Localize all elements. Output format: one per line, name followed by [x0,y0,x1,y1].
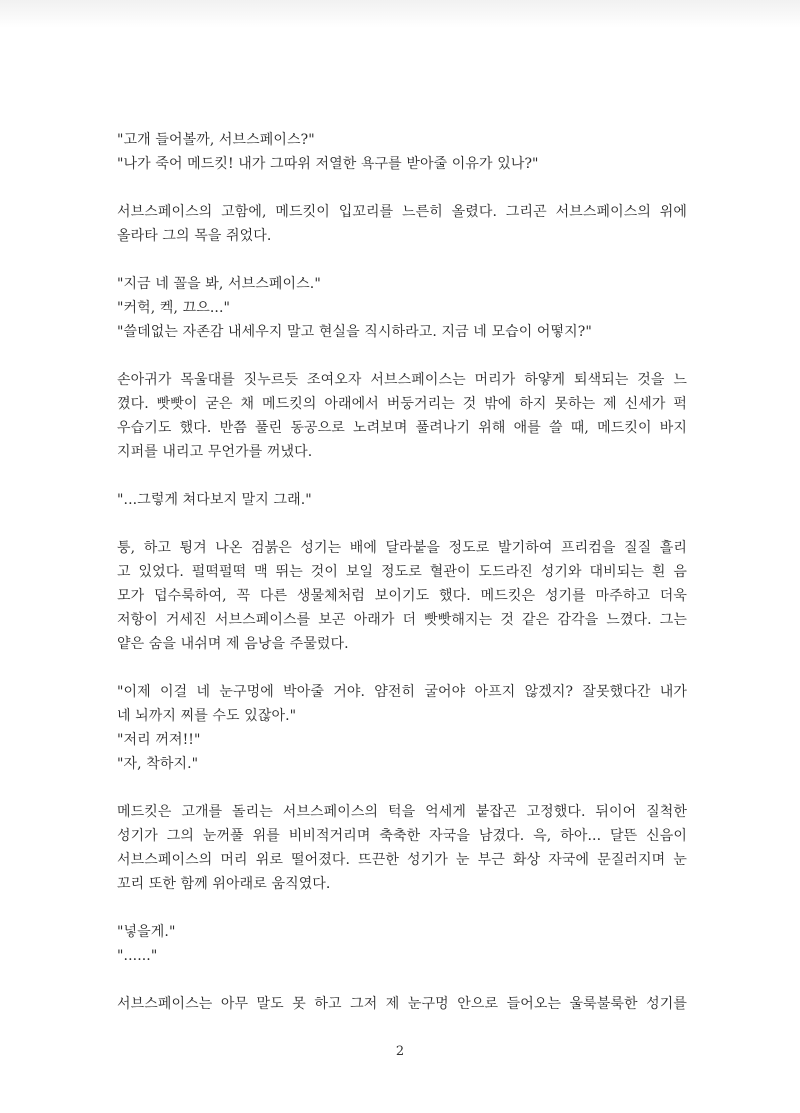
text-line: 메드킷은 고개를 돌리는 서브스페이스의 턱을 억세게 붙잡곤 고정했다. 뒤이어 질척한 [117,804,687,820]
text-line: 손아귀가 목울대를 짓누르듯 조여오자 서브스페이스는 머리가 하얗게 퇴색되는 것을 느 [117,372,687,388]
paragraph-gap [117,176,687,200]
text-line: 꼈다. 빳빳이 굳은 채 메드킷의 아래에서 버둥거리는 것 밖에 하지 못하는 제 신세가 퍽 [117,396,687,412]
text-line: 올라타 그의 목을 쥐었다. [117,228,272,244]
text-line: "쓸데없는 자존감 내세우지 말고 현실을 직시하라고. 지금 네 모습이 어떻지?" [117,324,592,340]
text-line: 네 뇌까지 찌를 수도 있잖아." [117,708,297,724]
text-line: "나가 죽어 메드킷! 내가 그따위 저열한 욕구를 받아줄 이유가 있나?" [117,156,539,172]
text-line: 퉁, 하고 튕겨 나온 검붉은 성기는 배에 달라붙을 정도로 발기하여 프리컴을 질질 흘리 [117,540,687,556]
paragraph-gap [117,512,687,536]
body-text [117,128,687,1016]
page-top-edge [0,0,800,28]
page-number: 2 [395,1044,405,1059]
text-line: 서브스페이스의 고함에, 메드킷이 입꼬리를 느른히 올렸다. 그리곤 서브스페이스의 위에 [117,204,687,220]
paragraph-gap [117,248,687,272]
text-line: 저항이 거세진 서브스페이스를 보곤 아래가 더 빳빳해지는 것 같은 감각을 느꼈다. 그는 [117,612,687,628]
text-line: "...그렇게 쳐다보지 말지 그래." [117,492,312,508]
text-line: 꼬리 또한 함께 위아래로 움직였다. [117,876,331,892]
text-line: 지퍼를 내리고 무언가를 꺼냈다. [117,444,313,460]
text-line: 고 있었다. 펄떡펄떡 맥 뛰는 것이 보일 정도로 혈관이 도드라진 성기와 대비되는 흰 음 [117,564,687,580]
text-line: 성기가 그의 눈꺼풀 위를 비비적거리며 축축한 자국을 남겼다. 윽, 하아... 달뜬 신음이 [117,828,687,844]
text-line: "넣을게." [117,924,176,940]
text-line: 서브스페이스의 머리 위로 떨어졌다. 뜨끈한 성기가 눈 부근 화상 자국에 문질러지며 눈 [117,852,687,868]
text-line: 얕은 숨을 내쉬며 제 음낭을 주물렀다. [117,636,349,652]
text-line: "저리 꺼져!!" [117,732,201,748]
text-line: "지금 네 꼴을 봐, 서브스페이스." [117,276,321,292]
paragraph-gap [117,776,687,800]
text-line: "고개 들어볼까, 서브스페이스?" [117,132,315,148]
paragraph-gap [117,656,687,680]
text-line: 우습기도 했다. 반쯤 풀린 동공으로 노려보며 풀려나기 위해 애를 쓸 때, 메드킷이 바지 [117,420,687,436]
paragraph-gap [117,464,687,488]
text-line: 모가 덥수룩하여, 꼭 다른 생물체처럼 보이기도 했다. 메드킷은 성기를 마주하고 더욱 [117,588,687,604]
paragraph-gap [117,896,687,920]
paragraph-gap [117,344,687,368]
text-line: "자, 착하지." [117,756,199,772]
text-line: "커헉, 켁, 끄으..." [117,300,231,316]
text-line: 서브스페이스는 아무 말도 못 하고 그저 제 눈구멍 안으로 들어오는 울룩불룩한 성기를 [117,996,687,1012]
paragraph-gap [117,968,687,992]
text-line: "......" [117,948,158,964]
text-line: "이제 이걸 네 눈구멍에 박아줄 거야. 얌전히 굴어야 아프지 않겠지? 잘못했다간 내가 [117,684,687,700]
